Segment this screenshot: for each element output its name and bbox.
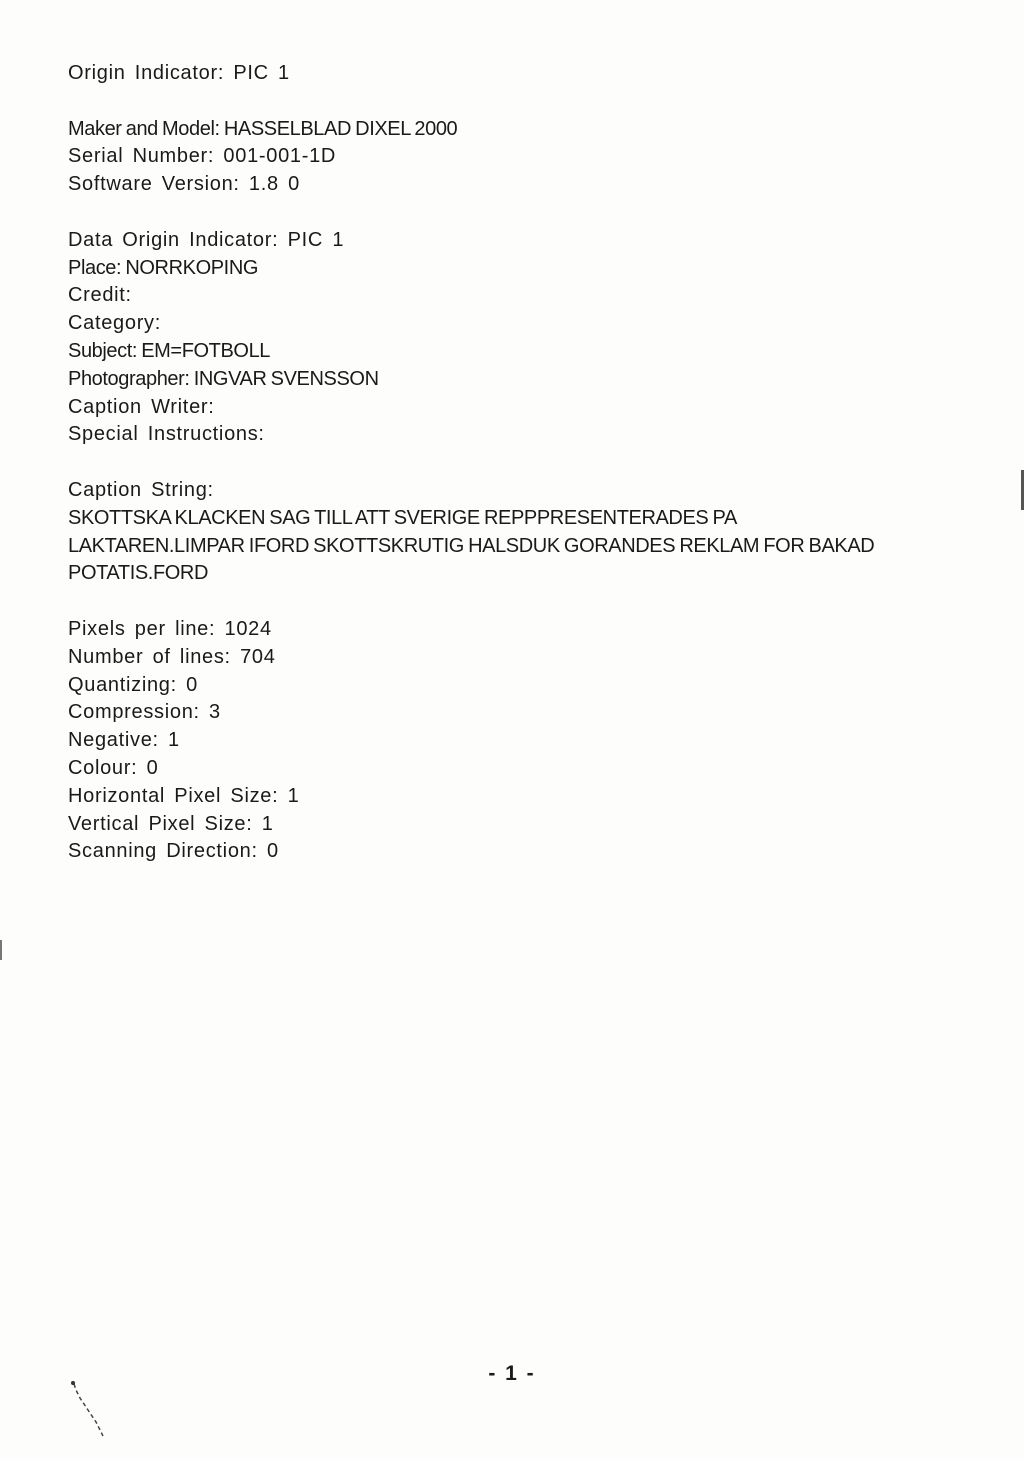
spacer (68, 449, 968, 477)
quantizing-line: Quantizing: 0 (68, 673, 198, 696)
caption-string-label: Caption String: (68, 478, 214, 501)
caption-line-1: SKOTTSKA KLACKEN SAG TILL ATT SVERIGE REPPPRESENTERADES PA (68, 506, 737, 529)
subject-line: Subject: EM=FOTBOLL (68, 339, 271, 362)
caption-writer-line: Caption Writer: (68, 395, 215, 418)
metadata-text-block (68, 60, 968, 866)
caption-line-3: POTATIS.FORD (68, 562, 209, 585)
software-version-line: Software Version: 1.8 0 (68, 173, 300, 196)
place-line: Place: NORRKOPING (68, 256, 259, 279)
spacer (68, 588, 968, 616)
spacer (68, 88, 968, 116)
compression-line: Compression: 3 (68, 701, 221, 724)
serial-number-line: Serial Number: 001-001-1D (68, 145, 337, 168)
scanning-direction-line: Scanning Direction: 0 (68, 840, 279, 863)
data-origin-indicator-line: Data Origin Indicator: PIC 1 (68, 228, 345, 251)
colour-line: Colour: 0 (68, 756, 159, 779)
special-instructions-line: Special Instructions: (68, 423, 265, 446)
horizontal-pixel-size-line: Horizontal Pixel Size: 1 (68, 784, 300, 807)
scan-edge-mark-left (0, 940, 2, 960)
caption-line-2: LAKTAREN.LIMPAR IFORD SKOTTSKRUTIG HALSDUK GORANDES REKLAM FOR BAKAD (68, 534, 875, 557)
photographer-line: Photographer: INGVAR SVENSSON (68, 367, 379, 390)
maker-and-model-line: Maker and Model: HASSELBLAD DIXEL 2000 (68, 117, 458, 140)
origin-indicator-line: Origin Indicator: PIC 1 (68, 62, 290, 84)
credit-line: Credit: (68, 284, 132, 307)
number-of-lines-line: Number of lines: 704 (68, 645, 276, 668)
scan-scratch-mark (70, 1380, 120, 1440)
negative-line: Negative: 1 (68, 729, 180, 752)
pixels-per-line-line: Pixels per line: 1024 (68, 617, 272, 640)
page-number: - 1 - (488, 1362, 536, 1385)
category-line: Category: (68, 312, 162, 335)
vertical-pixel-size-line: Vertical Pixel Size: 1 (68, 812, 274, 835)
spacer (68, 199, 968, 227)
